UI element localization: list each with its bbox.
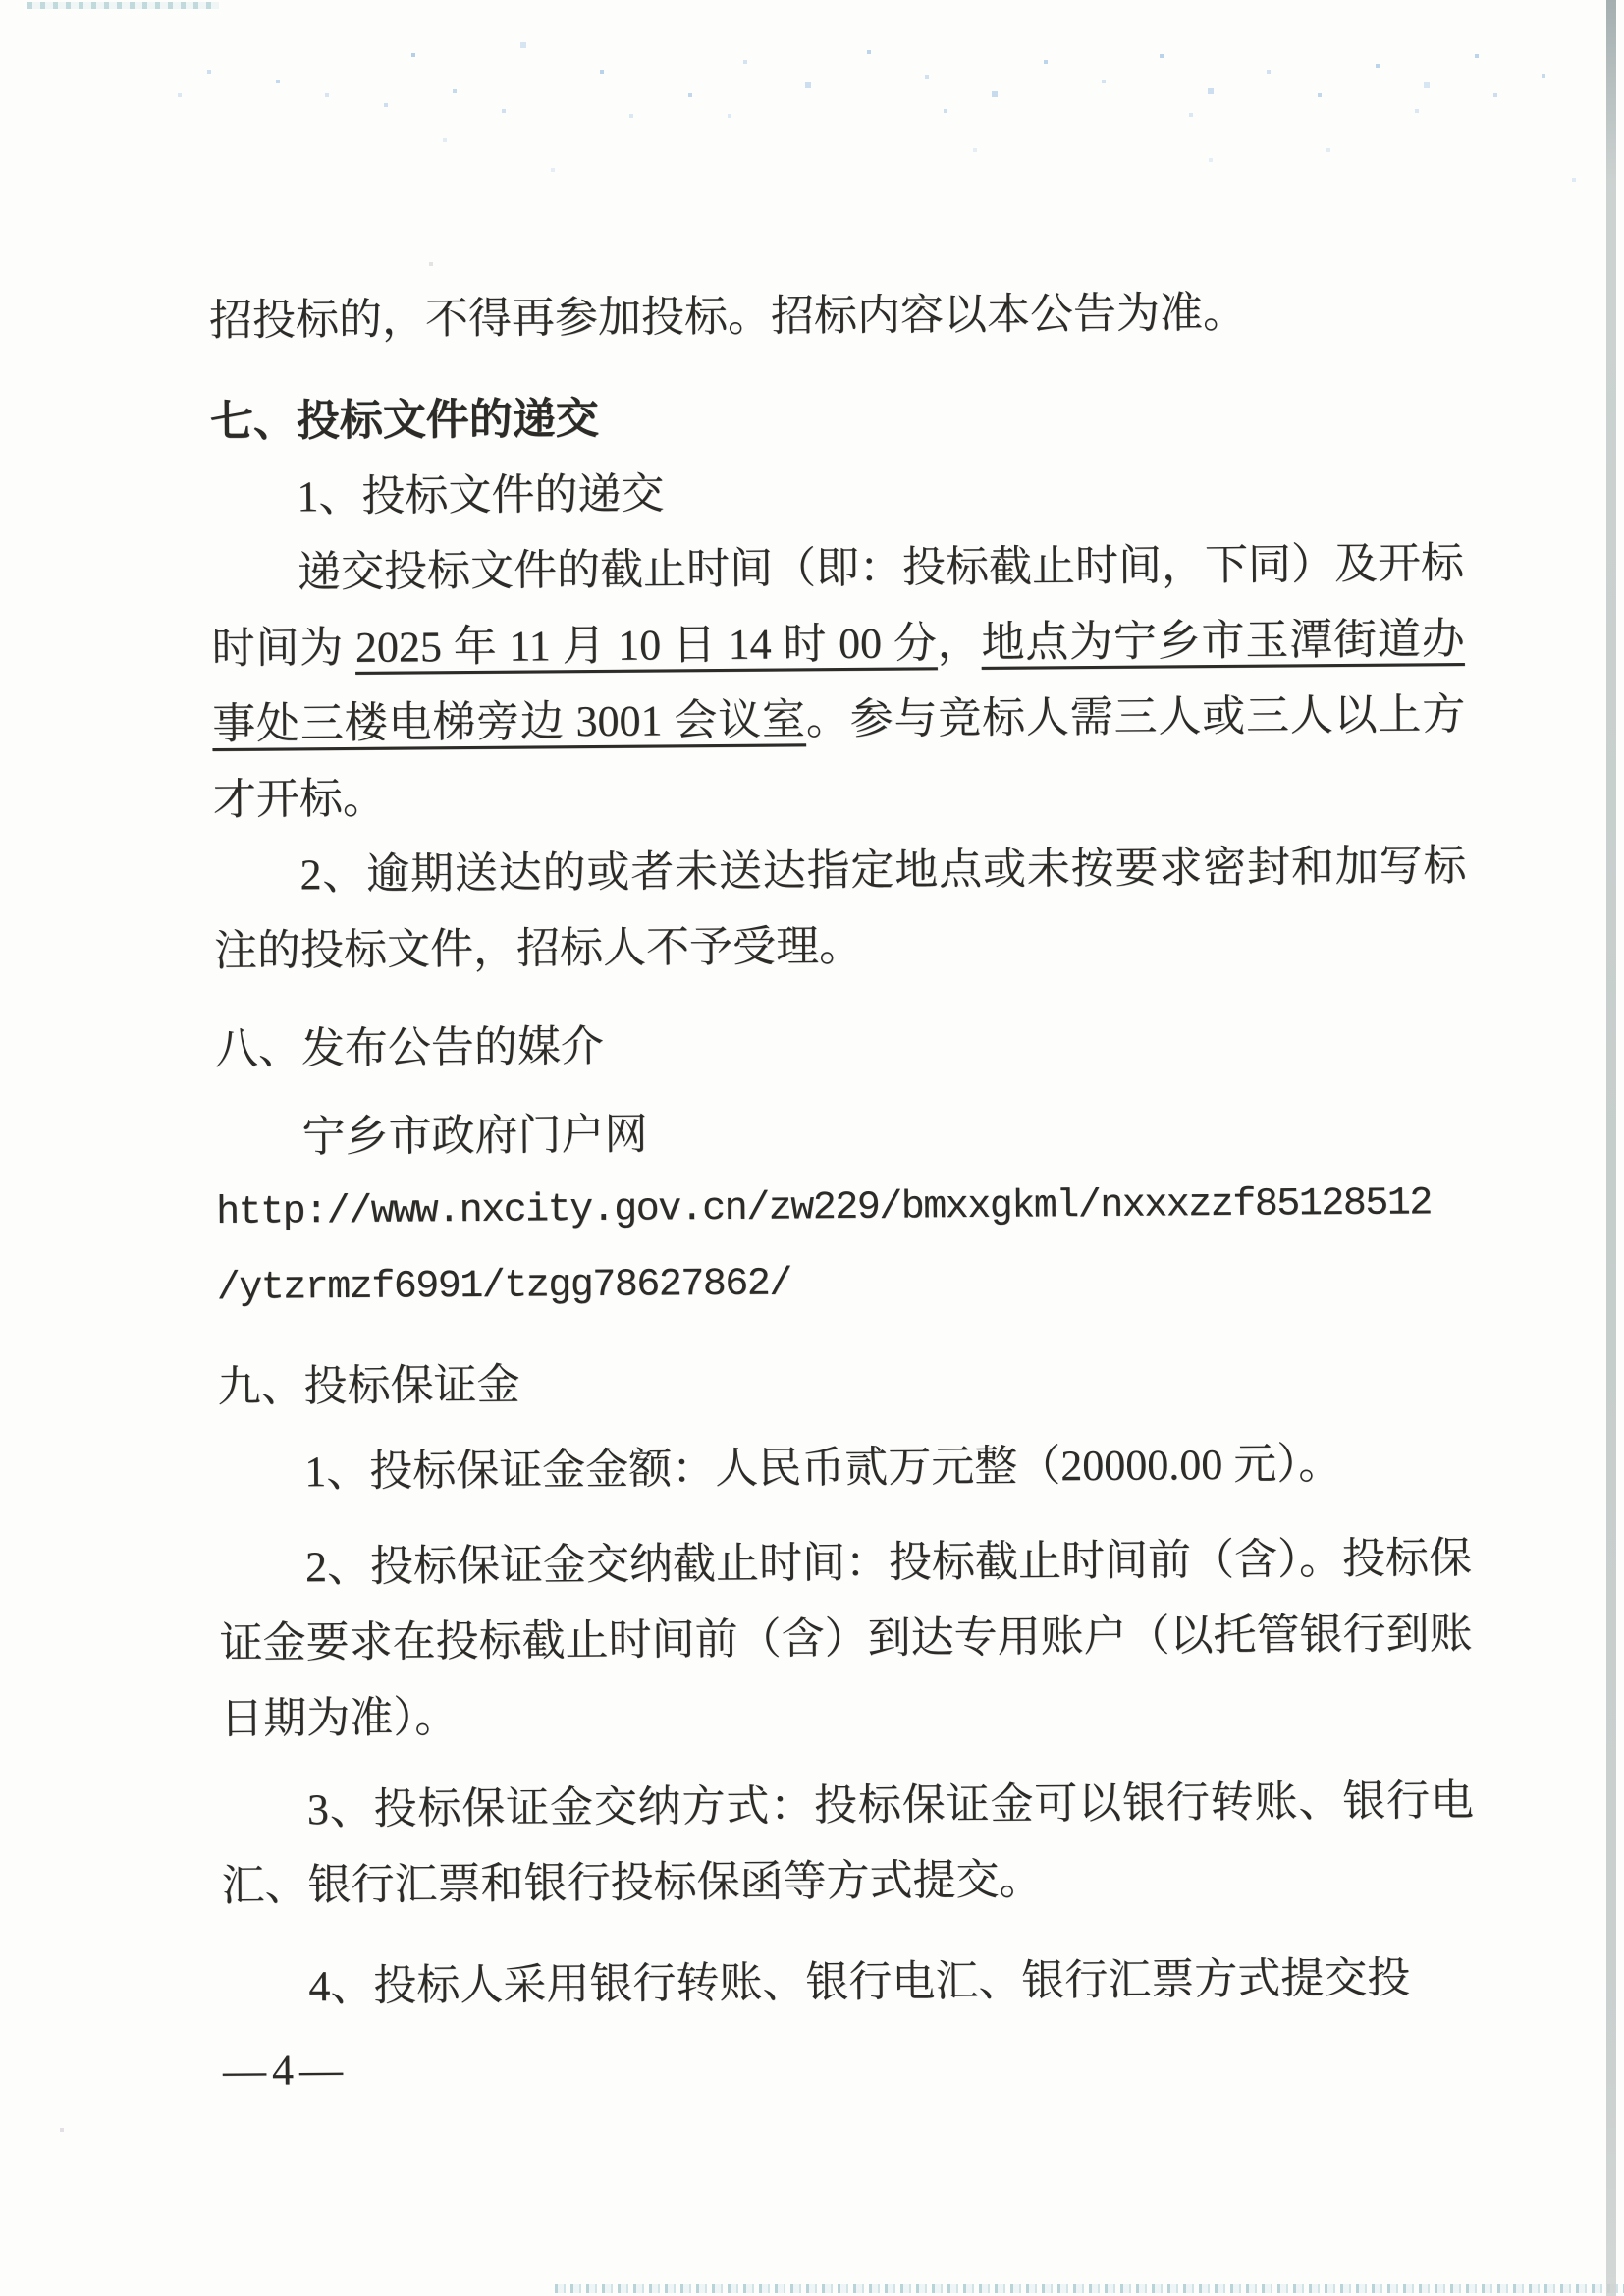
scan-bottom-noise-band [555,2284,1624,2293]
deadline-text-pre: 递交投标文件的截止时间（即：投标截止时间，下同）及开标时间为 [211,539,1465,674]
page-number: —4— [222,2045,350,2095]
deadline-comma: ， [937,618,982,668]
section-9-item-3: 3、投标保证金交纳方式：投标保证金可以银行转账、银行电汇、银行汇票和银行投标保函等方式提交。 [221,1776,1475,1910]
section-7-item-1-body [211,525,1466,838]
scan-corner-smudge [27,2,219,9]
section-7-item-1-title: 1、投标文件的递交 [297,469,665,521]
section-7-heading: 七、投标文件的递交 [209,394,600,447]
section-9-item-2: 2、投标保证金交纳截止时间：投标截止时间前（含）。投标保证金要求在投标截止时间前（含）到达专用账户（以托管银行到账日期为准）。 [219,1533,1473,1743]
section-9-item-4: 4、投标人采用银行转账、银行电汇、银行汇票方式提交投 [308,1953,1411,2011]
portal-url-line-1: http://www.nxcity.gov.cn/zw229/bmxxgkml/nxxxzzf85128512 [215,1181,1433,1236]
deadline-location-underlined: 地点为宁乡市玉潭街道办事处三楼电梯旁边 3001 会议室 [212,615,1465,749]
section-9-heading: 九、投标保证金 [217,1360,520,1412]
deadline-text-post: 。参与竞标人需三人或三人以上方才开标。 [212,690,1466,825]
portal-url-line-2: /ytzrmzf6991/tzgg78627862/ [216,1262,792,1312]
paragraph-continuation-intro: 招投标的，不得再参加投标。招标内容以本公告为准。 [208,288,1247,346]
section-9-item-1: 1、投标保证金金额：人民币贰万元整（20000.00 元）。 [304,1440,1342,1497]
section-8-heading: 八、发布公告的媒介 [214,1021,605,1074]
section-7-item-2: 2、逾期送达的或者未送达指定地点或未按要求密封和加写标注的投标文件，招标人不予受理。 [213,842,1467,976]
scan-noise-specks [0,0,2,2]
deadline-datetime-underlined: 2025 年 11 月 10 日 14 时 00 分 [354,619,938,672]
scanner-edge-shadow [1606,0,1616,2296]
document-text-block [209,273,1477,2108]
publication-portal-name: 宁乡市政府门户网 [301,1110,648,1162]
